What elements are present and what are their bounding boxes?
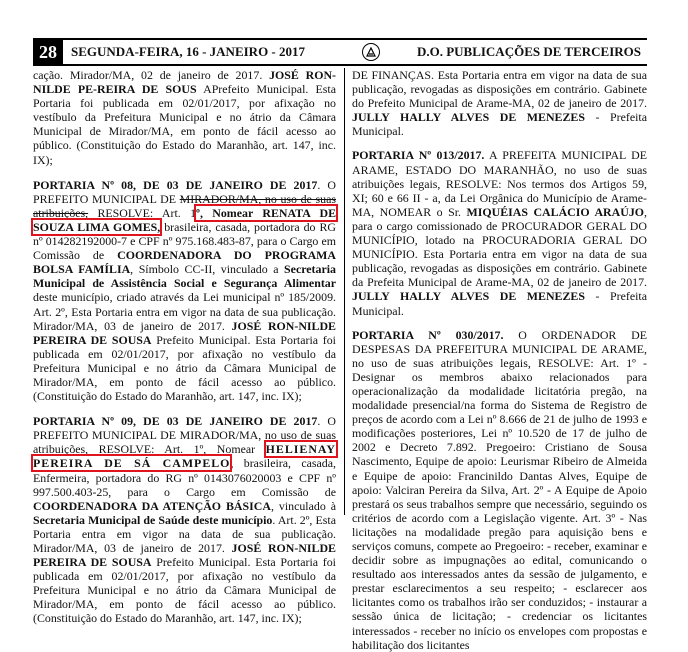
portaria-013 [352,148,647,317]
text: A PREFEITA MUNICIPAL DE ARAME, ESTADO DO MARANHÃO, no uso de suas atribuições legais, RESOLVE: Nos termos dos Artigos 59, XI; 60 e 66 II - a, da Lei Orgânica do Município de Arame-MA, NOMEAR o Sr. [352,148,647,219]
role-title: COORDENADORA DO PROGRAMA BOLSA FAMÍLIA [33,248,336,277]
text: , vinculado à [270,498,336,513]
portaria-030 [352,328,647,652]
department-name: Secretaria Municipal de Assistência Social e Segurança Alimentar [33,262,336,291]
text: . O PREFEITO MUNICIPAL DE MIRADOR/MA, no uso de suas atribuições, RESOLVE: Art. 1º, Nomear [33,414,336,457]
text: APrefeito Municipal. Esta Portaria foi publicada em 02/01/2017, por afixação no vestíbulo da Prefeitura Municipal e no átrio da Câmara Municipal de Mirador/MA, em ponto de fácil acesso ao público. (Constituição do Estado do Maranhão, art. 147, inc. IX); [33,82,337,167]
right-column [352,68,647,652]
text: O ORDENADOR DE DESPESAS DA PREFEITURA MUNICIPAL DE ARAME, no uso de suas atribuições legais, RESOLVE: Art. 1º - Designar os membros abaixo relacionados para operacionalização da modalidade licitatória pregão, na modalidade presencial/na forma do Sistema de Registro de preços de acordo com a Lei nº 8.666 de 21 de julho de 1993 e modificações posteriores, Lei nº 10.520 de 17 de julho de 2002 e Decreto 7.892. Pregoeiro: Cristiano de Sousa Nascimento, Equipe de apoio: Leurismar Ribeiro de Almeida e Equipe de apoio: Francinildo Dantas Alves, Equipe de apoio: Valciran Pereira da Silva, Art. 2º - A Equipe de Apoio prestará os seus trabalhos sempre que necessário, seguindo os critérios de acordo com a Legislação vigente. Art. 3º - Nas licitações na modalidade pregão para aquisição bens e serviços comuns, compete ao Pregoeiro: - receber, examinar e decidir sobre as impugnações ao edital, comunicando o resultado aos interessados antes da sessão de julgamento, e prestar esclarecimentos a seu respeito; - esclarecer aos licitantes como os trabalhos irão ser conduzidos; - instaurar a sessão única de licitação; - credenciar os licitantes interessados - receber no início os envelopes com propostas e habilitação dos licitantes [352,327,647,652]
page-header [33,38,647,66]
column-divider [344,68,345,515]
paragraph-continuation [352,68,647,138]
portaria-08 [33,178,336,404]
role-title: COORDENADORA DA ATENÇÃO BÁSICA [33,498,271,513]
publication-name: D.O. PUBLICAÇÕES DE TERCEIROS [416,44,641,59]
left-column [33,68,337,626]
text: . O PREFEITO MUNICIPAL DE [33,177,336,206]
text: - Prefeita Municipal. [352,289,647,318]
signer-name: JOSÉ RON-NILDE PEREIRA DE SOUSA [33,541,336,570]
highlighted-name: º, Nomear RENATA DE SOUZA LIMA GOMES, [33,205,337,234]
text: , brasileira, casada, Enfermeira, portadora do RG nº 0143076020003 e CPF nº 997.500.403-25, para o Cargo em Comissão de [33,456,336,499]
text: RESOLVE: Art. 1 [88,205,197,220]
signer-name: JOSÉ RON-NILDE PEREIRA DE SOUSA [33,318,336,347]
portaria-title: PORTARIA Nº 08, DE 03 DE JANEIRO DE 2017 [33,177,318,192]
signer-name: JOSÉ RON-NILDE PE-REIRA DE SOUS [33,68,337,97]
text: , para o cargo comissionado de PROCURADOR GERAL DO MUNICÍPIO, lotado na PROCURADORIA GERAL DO MUNICÍPIO. Esta Portaria entra em vigor na data de sua publicação, revogadas as disposições em contrário. Gabinete da Prefeita Municipal de Arame-MA, 02 de janeiro de 2017. [352,204,647,290]
text: Prefeito Municipal. Esta Portaria foi publicada em 02/01/2017, por afixação no vestíbulo da Prefeitura Municipal e no átrio da Câmara Municipal de Mirador/MA, em ponto de fácil acesso ao público. (Constituição do Estado do Maranhão, art. 147, inc. IX); [33,555,336,626]
text: cação. Mirador/MA, 02 de janeiro de 2017. [33,68,270,82]
text: , Símbolo CC-II, vinculado a [130,262,285,277]
text: . Art. 2º, Esta Portaria entra em vigor na data de sua publicação. Mirador/MA, 03 de janeiro de 2017. [33,512,336,555]
portaria-title: PORTARIA Nº 030/2017. [352,327,504,342]
appointee-name: MIQUÉIAS CALÁCIO ARAÚJO [466,204,645,219]
highlighted-name: HELIENAY PEREIRA DE SÁ CAMPELO [33,442,336,471]
signer-name: JULLY HALLY ALVES DE MENEZES [352,289,585,304]
portaria-title: PORTARIA Nº 09, DE 03 DE JANEIRO DE 2017 [33,414,318,429]
signer-name: JULLY HALLY ALVES DE MENEZES [352,110,585,125]
department-name: Secretaria Municipal de Saúde deste município [33,512,273,527]
page-number: 28 [33,40,63,64]
portaria-title: PORTARIA Nº 013/2017. [352,148,485,163]
text: brasileira, casada, portadora do RG nº 014282192000-7 e CPF nº 975.168.483-87, para o Cargo em Comissão de [33,219,336,263]
text: DE FINANÇAS. Esta Portaria entra em vigor na data de sua publicação, revogadas as disposições em contrário. Gabinete do Prefeito Municipal de Arame-MA, 02 de janeiro de 2017. [352,68,647,111]
paragraph-continuation [33,68,336,167]
issue-date: SEGUNDA-FEIRA, 16 - JANEIRO - 2017 [71,44,306,59]
portaria-09 [33,414,336,625]
seal-icon [362,43,380,61]
text: deste município, criado através da Lei municipal nº 185/2009. Art. 2º, Esta Portaria entra em vigor na data de sua publicação. Mirador/MA, 03 de janeiro de 2017. [33,290,336,333]
struck-text: MIRADOR/MA, no uso de suas atribuições, [33,191,337,220]
text: - Prefeita Municipal. [352,110,647,139]
text: Prefeito Municipal. Esta Portaria foi publicada em 02/01/2017, por afixação no vestíbulo da Prefeitura Municipal e no átrio da Câmara Municipal de Mirador/MA, em ponto de fácil acesso ao público. (Constituição do Estado do Maranhão, art. 147, inc. IX); [33,332,336,404]
